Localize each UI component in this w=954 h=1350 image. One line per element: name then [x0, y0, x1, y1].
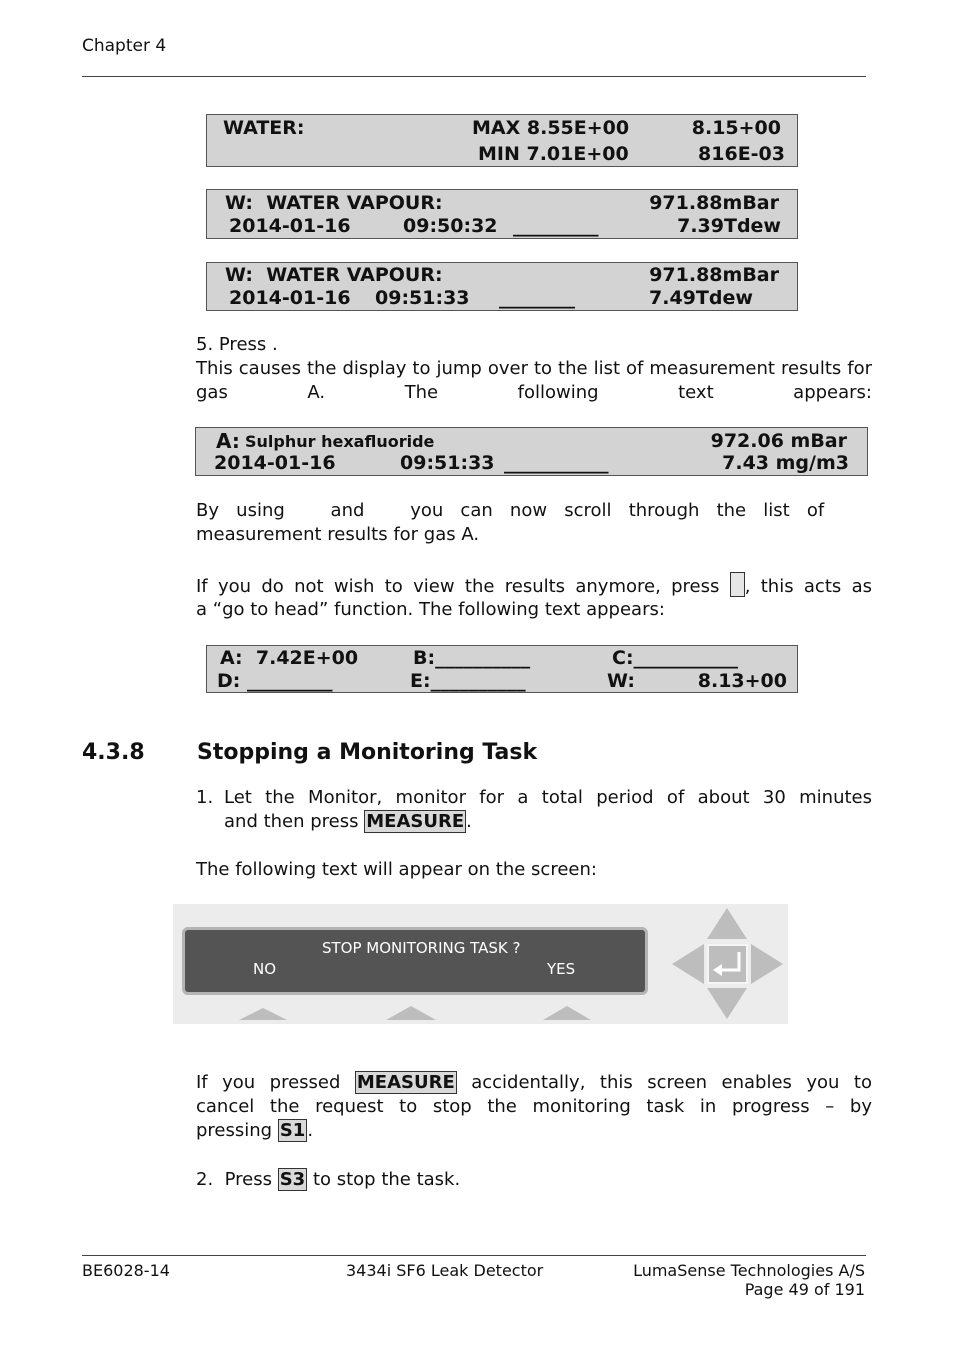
measure-key: MEASURE [366, 811, 465, 832]
lcd-time: 09:51:33 [375, 287, 470, 309]
lcd-time: 09:50:32 [403, 215, 498, 237]
arrow-down-icon[interactable] [707, 988, 747, 1019]
softkey-s3-icon[interactable] [543, 1006, 591, 1020]
step-1-line1: Let the Monitor, monitor for a total period of about 30 minutes [224, 787, 872, 808]
s3-key: S3 [279, 1169, 306, 1190]
lcd-title: W: WATER VAPOUR: [225, 264, 443, 286]
lcd-water-vapour-2 [206, 262, 798, 311]
paragraph-scroll-line1: By using and you can now scroll through the list of [196, 500, 825, 521]
step-1-number: 1. [196, 787, 214, 808]
lcd-water-minmax [206, 114, 798, 167]
blank-key-icon [730, 572, 745, 597]
step-1-line2: and then press MEASURE . [224, 811, 472, 832]
device-panel [173, 904, 788, 1024]
softkey-s1-icon[interactable] [239, 1008, 287, 1020]
arrow-right-icon[interactable] [751, 944, 783, 984]
lcd-water-max-value: 8.15+00 [691, 117, 781, 139]
lcd-gas-b: B:__________ [413, 647, 531, 669]
lcd-water-min: MIN 7.01E+00 [478, 143, 629, 165]
lcd-water-vapour-1 [206, 189, 798, 239]
lcd-gas-name: Sulphur hexafluoride [245, 432, 435, 451]
lcd-date: 2014-01-16 [229, 215, 351, 237]
paragraph-go-to-head-line2: a “go to head” function. The following text appears: [196, 599, 665, 620]
enter-icon[interactable] [708, 945, 747, 983]
step-2: 2. Press S3 to stop the task. [196, 1169, 461, 1190]
arrow-left-icon[interactable] [672, 944, 704, 984]
display-option-no: NO [253, 960, 277, 978]
section-heading [82, 740, 537, 765]
lcd-gas-e: E:__________ [410, 670, 526, 692]
lcd-gas-a [195, 427, 868, 476]
lcd-pressure: 971.88mBar [649, 264, 779, 286]
footer-company: LumaSense Technologies A/S [633, 1261, 865, 1280]
lcd-gas-letter: A: [216, 429, 240, 453]
lcd-title: W: WATER VAPOUR: [225, 192, 443, 214]
lcd-date: 2014-01-16 [214, 452, 336, 474]
device-keys [173, 904, 788, 1024]
footer-product: 3434i SF6 Leak Detector [346, 1261, 544, 1280]
lcd-time: 09:51:33 [400, 452, 495, 474]
lcd-value: 7.39Tdew [677, 215, 781, 237]
lcd-pressure: 971.88mBar [649, 192, 779, 214]
lcd-gas-a: A: 7.42E+00 [220, 647, 359, 669]
footer-page: Page 49 of 191 [744, 1280, 865, 1299]
footer-doc-id: BE6028-14 [82, 1261, 170, 1280]
lcd-gas-w: W: [607, 670, 635, 692]
chapter-header: Chapter 4 [82, 36, 167, 56]
lcd-water-min-value: 816E-03 [698, 143, 785, 165]
section-number: 4.3.8 [82, 740, 145, 765]
footer-rule [82, 1255, 866, 1256]
paragraph-accidental-line2: cancel the request to stop the monitoring task in progress – by [196, 1096, 872, 1117]
lcd-pressure: 972.06 mBar [710, 430, 847, 452]
lcd-line: _________ [513, 215, 599, 237]
lcd-date: 2014-01-16 [229, 287, 351, 309]
paragraph-scroll-line2: measurement results for gas A. [196, 524, 480, 545]
header-rule [82, 76, 866, 77]
paragraph-accidental-line3: pressing S1 . [196, 1120, 314, 1141]
arrow-up-icon[interactable] [707, 908, 747, 939]
measure-key: MEASURE [356, 1072, 455, 1093]
paragraph-accidental-line1: If you pressed MEASURE accidentally, this screen enables you to [196, 1072, 872, 1093]
lcd-gas-w-value: 8.13+00 [697, 670, 787, 692]
lcd-gas-d: D: _________ [217, 670, 333, 692]
step-5: 5. Press . [196, 334, 278, 355]
paragraph-go-to-head: If you do not wish to view the results anymore, press , this acts as [196, 572, 872, 599]
display-option-yes: YES [547, 960, 576, 978]
display-title: STOP MONITORING TASK ? [322, 939, 521, 957]
lcd-water-label: WATER: [223, 117, 305, 139]
paragraph-screen-intro: The following text will appear on the screen: [196, 859, 597, 880]
lcd-water-max: MAX 8.55E+00 [472, 117, 630, 139]
lcd-value: 7.49Tdew [649, 287, 753, 309]
lcd-line: ___________ [504, 452, 609, 474]
lcd-value: 7.43 mg/m3 [722, 452, 849, 474]
lcd-gas-c: C:___________ [612, 647, 739, 669]
softkey-s2-icon[interactable] [386, 1006, 436, 1020]
lcd-line: ________ [499, 287, 575, 309]
lcd-summary [206, 645, 798, 693]
s1-key: S1 [279, 1120, 306, 1141]
section-title: Stopping a Monitoring Task [197, 740, 538, 765]
paragraph-gas-a-intro: This causes the display to jump over to the list of measurement results for gas A. The following text appears: [196, 358, 872, 403]
